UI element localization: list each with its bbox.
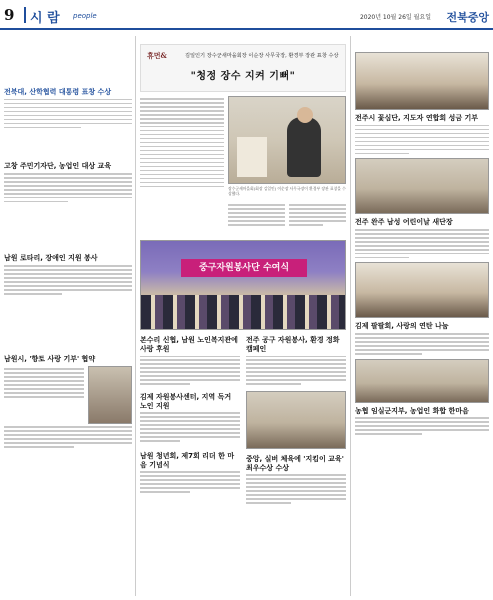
section-subtitle: people xyxy=(73,12,97,20)
article xyxy=(140,336,240,385)
article xyxy=(140,393,240,442)
article-title: 고창 주민기자단, 농업인 대상 교육 xyxy=(4,162,112,171)
right-column xyxy=(355,36,489,437)
article-body xyxy=(4,173,132,202)
article-body xyxy=(140,356,240,385)
article xyxy=(246,455,346,504)
article xyxy=(4,355,132,448)
article-title: 본수리 신협, 남원 노인복지관에 사랑 후원 xyxy=(140,336,238,353)
center-right-column xyxy=(246,336,346,506)
article-body xyxy=(355,229,489,258)
section-divider xyxy=(24,7,26,23)
article-body xyxy=(4,368,84,424)
article-body xyxy=(140,471,240,493)
column-divider xyxy=(135,36,136,596)
article-body xyxy=(140,412,240,441)
article-body xyxy=(246,474,346,503)
article-title: 중앙, 실버 체육에 '지킴이 교육' 최우수상 수상 xyxy=(246,454,344,472)
award-photo xyxy=(355,359,489,403)
ceremony-photo xyxy=(355,158,489,214)
article xyxy=(355,218,489,258)
article xyxy=(355,322,489,354)
article xyxy=(246,336,346,385)
article-title: 전주시 꽃심단, 지도자 연합회 성금 기부 xyxy=(355,114,479,122)
page-header xyxy=(0,0,493,30)
article xyxy=(4,88,132,128)
event-photo xyxy=(140,240,346,330)
feature-kicker: 김일인기 장수군새마을회장 이순장 사무국장, 환경부 장관 표창 수상 xyxy=(185,53,339,59)
article-title: 농협 임실군지부, 농업인 화합 한마음 xyxy=(355,406,469,415)
feature-headline: "청정 장수 지켜 기뻐" xyxy=(190,71,296,82)
article-body xyxy=(4,265,132,294)
article-body xyxy=(4,99,132,128)
article-body xyxy=(355,333,489,355)
article-title: 남원시, '향토 사랑 기부' 협약 xyxy=(4,354,96,363)
feature-body xyxy=(228,202,346,228)
portrait-photo xyxy=(88,366,132,424)
feature-brand: 휴먼& xyxy=(147,51,167,60)
article-title: 남원 청년회, 제7회 리더 한 마음 기념식 xyxy=(140,451,235,469)
feature-photo xyxy=(228,96,346,184)
section-title: 시 람 xyxy=(30,11,60,26)
article xyxy=(4,254,132,294)
volunteer-photo xyxy=(355,262,489,318)
article-title: 김제 자원봉사센터, 지역 독거 노인 지원 xyxy=(140,392,232,410)
article xyxy=(355,407,489,435)
article xyxy=(355,114,489,154)
center-left-column xyxy=(140,336,240,495)
left-column xyxy=(4,36,132,450)
newspaper-name: 전북중앙 xyxy=(446,11,489,24)
feature-body xyxy=(140,96,224,190)
article-body xyxy=(4,426,132,448)
article-body xyxy=(246,356,346,385)
feature-banner xyxy=(140,44,346,92)
group-photo xyxy=(246,391,346,449)
feature-photo-caption: 장수군새마을회(회장 김일인) 이순장 사무국장이 환경부 장관 표창을 수상했다. xyxy=(228,186,346,197)
issue-date: 2020년 10월 26일 월요일 xyxy=(359,14,431,21)
donation-photo xyxy=(355,52,489,110)
article-title: 전북대, 산학협력 대통령 표창 수상 xyxy=(4,88,112,96)
article xyxy=(4,162,132,202)
article-title: 김제 팔팔회, 사랑의 연탄 나눔 xyxy=(355,322,449,331)
article xyxy=(140,452,240,493)
page-number: 9 xyxy=(4,6,15,24)
article-body xyxy=(355,125,489,154)
article-body xyxy=(355,417,489,435)
article-title: 전주 완주 남성 어린이날 새단장 xyxy=(355,218,453,227)
article-title: 남원 로타리, 장애인 지원 봉사 xyxy=(4,254,98,263)
event-sign: 중구자원봉사단 수여식 xyxy=(181,259,307,277)
article-title: 전주 공구 자원봉사, 환경 정화 캠페인 xyxy=(246,336,340,353)
column-divider xyxy=(350,36,351,596)
